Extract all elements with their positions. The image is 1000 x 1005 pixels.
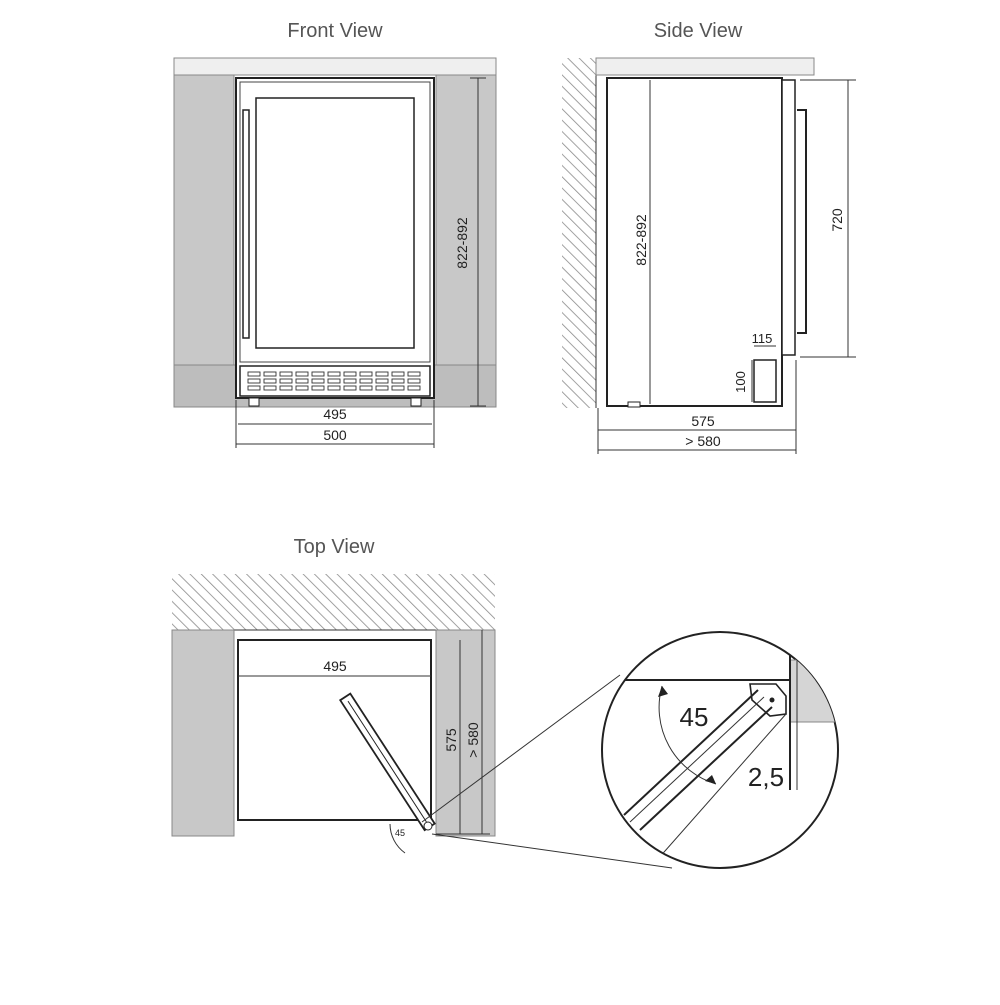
vent-slot: [264, 372, 276, 376]
vent-slot: [376, 372, 388, 376]
detail-gap-label: 2,5: [747, 762, 785, 792]
vent-slot: [408, 386, 420, 390]
front-countertop: [174, 58, 496, 75]
side-foot: [628, 402, 640, 407]
front-foot-left: [249, 398, 259, 406]
vent-slot: [344, 372, 356, 376]
side-wall-hatch: [562, 58, 596, 408]
vent-slot: [376, 386, 388, 390]
front-vent-grille: [240, 366, 430, 396]
vent-slot: [328, 372, 340, 376]
vent-slot: [360, 379, 372, 383]
side-door: [782, 80, 795, 355]
vent-slot: [248, 372, 260, 376]
vent-slot: [248, 386, 260, 390]
vent-slot: [312, 372, 324, 376]
side-view: [562, 20, 856, 454]
top-width-label: 495: [323, 658, 347, 674]
vent-slot: [264, 386, 276, 390]
front-door-handle: [243, 110, 249, 338]
top-min-depth-label: > 580: [465, 722, 481, 758]
vent-slot: [328, 386, 340, 390]
hinge-detail: [600, 632, 850, 868]
front-outer-width-label: 500: [323, 427, 347, 443]
vent-slot: [312, 386, 324, 390]
side-door-handle: [797, 110, 806, 333]
top-view: [172, 536, 672, 868]
vent-slot: [360, 386, 372, 390]
vent-slot: [344, 386, 356, 390]
vent-slot: [264, 379, 276, 383]
front-door-glass: [256, 98, 414, 348]
vent-slot: [392, 386, 404, 390]
side-door-height-label: 720: [829, 208, 845, 232]
top-door-angle-label: 45: [394, 828, 406, 838]
vent-slot: [280, 379, 292, 383]
side-plinth-depth-label: 115: [751, 331, 773, 346]
front-height-label: 822-892: [454, 217, 470, 269]
side-view-title: Side View: [653, 20, 743, 42]
side-countertop: [596, 58, 814, 75]
front-foot-right: [411, 398, 421, 406]
vent-slot: [296, 372, 308, 376]
vent-slot: [408, 379, 420, 383]
detail-angle-label: 45: [679, 702, 709, 732]
vent-slot: [344, 379, 356, 383]
top-left-cabinet: [172, 630, 234, 836]
side-min-depth-label: > 580: [685, 433, 721, 449]
vent-slot: [280, 372, 292, 376]
detail-cabinet: [790, 660, 850, 722]
vent-slot: [280, 386, 292, 390]
top-view-title: Top View: [293, 536, 375, 558]
vent-slot: [296, 386, 308, 390]
top-wall-hatch: [172, 574, 495, 630]
vent-slot: [296, 379, 308, 383]
side-plinth: [754, 360, 776, 402]
front-view: [174, 20, 496, 448]
vent-slot: [392, 372, 404, 376]
front-inner-width-label: 495: [323, 406, 347, 422]
side-height-label: 822-892: [633, 214, 649, 266]
vent-slot: [312, 379, 324, 383]
vent-slot: [392, 379, 404, 383]
top-hinge: [424, 822, 432, 830]
side-plinth-height-label: 100: [733, 371, 748, 393]
front-left-cabinet: [174, 75, 234, 365]
vent-slot: [408, 372, 420, 376]
top-depth-label: 575: [443, 728, 459, 752]
detail-leader-bottom: [432, 834, 672, 868]
vent-slot: [360, 372, 372, 376]
detail-hinge-pin: [770, 698, 775, 703]
vent-slot: [376, 379, 388, 383]
front-view-title: Front View: [287, 20, 383, 42]
vent-slot: [248, 379, 260, 383]
vent-slot: [328, 379, 340, 383]
side-depth-label: 575: [691, 413, 715, 429]
